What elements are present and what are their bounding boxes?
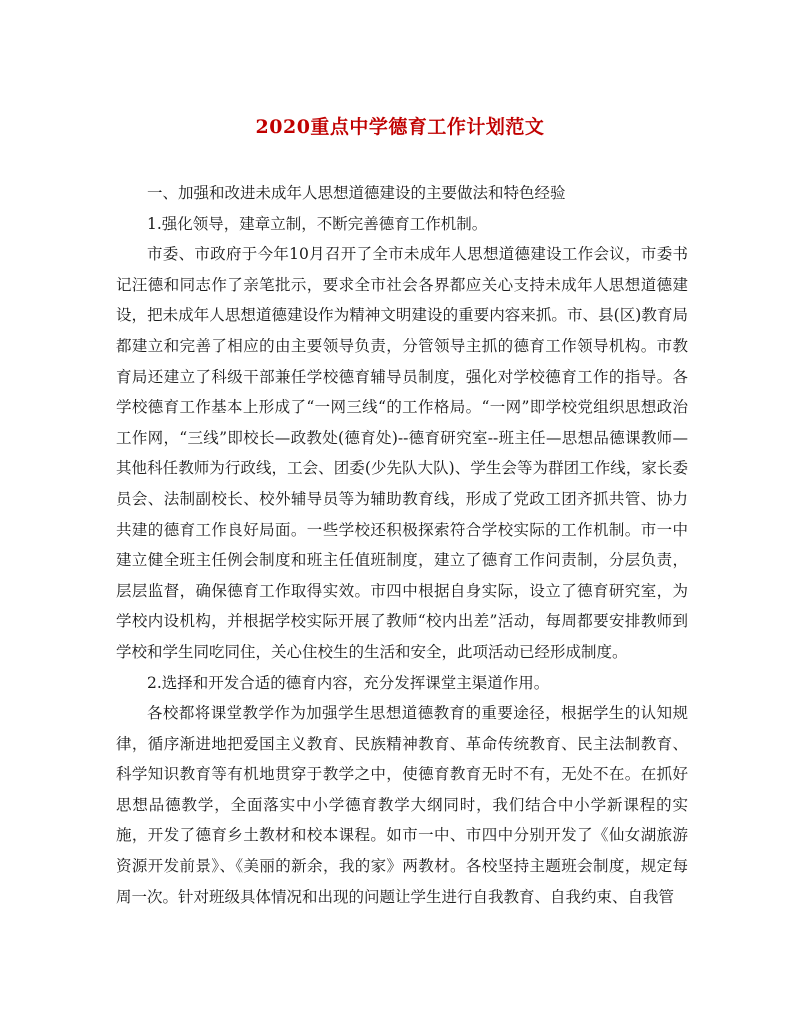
document-title: 2020重点中学德育工作计划范文 <box>255 116 545 138</box>
subsection-heading-1: 1.强化领导，建章立制，不断完善德育工作机制。 <box>147 214 488 233</box>
body-paragraph-1: 市委、市政府于今年10月召开了全市未成年人思想道德建设工作会议，市委书记汪德和同志作了亲笔批示，要求全市社会各界都应关心支持未成年人思想道德建设，把未成年人思想道德建设作为精神文明建设的重要内容来抓。市、县(区)教育局都建立和完善了相应的由主要领导负责，分管领导主抓的德育工作领导机构。市教育局还建立了科级干部兼任学校德育辅导员制度，强化对学校德育工作的指导。各学校德育工作基本上形成了“一网三线“的工作格局。“一网”即学校党组织思想政治工作网，“三线”即校长—政教处(德育处)--德育研究室--班主任—思想品德课教师—其他科任教师为行政线，工会、团委(少先队大队)、学生会等为群团工作线，家长委员会、法制副校长、校外辅导员等为辅助教育线，形成了党政工团齐抓共管、协力共建的德育工作良好局面。一些学校还积极探索符合学校实际的工作机制。市一中建立健全班主任例会制度和班主任值班制度，建立了德育工作问责制，分层负责，层层监督，确保德育工作取得实效。市四中根据自身实际，设立了德育研究室，为学校内设机构，并根据学校实际开展了教师“校内出差”活动，每周都要安排教师到学校和学生同吃同住，关心住校生的生活和安全，此项活动已经形成制度。 <box>116 245 688 661</box>
document-body <box>116 178 688 912</box>
section-heading: 一、加强和改进未成年人思想道德建设的主要做法和特色经验 <box>147 184 566 202</box>
body-paragraph-2: 各校都将课堂教学作为加强学生思想道德教育的重要途径，根据学生的认知规律，循序渐进地把爱国主义教育、民族精神教育、革命传统教育、民主法制教育、科学知识教育等有机地贯穿于教学之中，使德育教育无时不有，无处不在。在抓好思想品德教学，全面落实中小学德育教学大纲同时，我们结合中小学新课程的实施，开发了德育乡土教材和校本课程。如市一中、市四中分别开发了《仙女湖旅游资源开发前景》、《美丽的新余，我的家》两教材。各校坚持主题班会制度，规定每周一次。针对班级具体情况和出现的问题让学生进行自我教育、自我约束、自我管 <box>116 704 688 906</box>
subsection-heading-2: 2.选择和开发合适的德育内容，充分发挥课堂主渠道作用。 <box>147 673 550 692</box>
